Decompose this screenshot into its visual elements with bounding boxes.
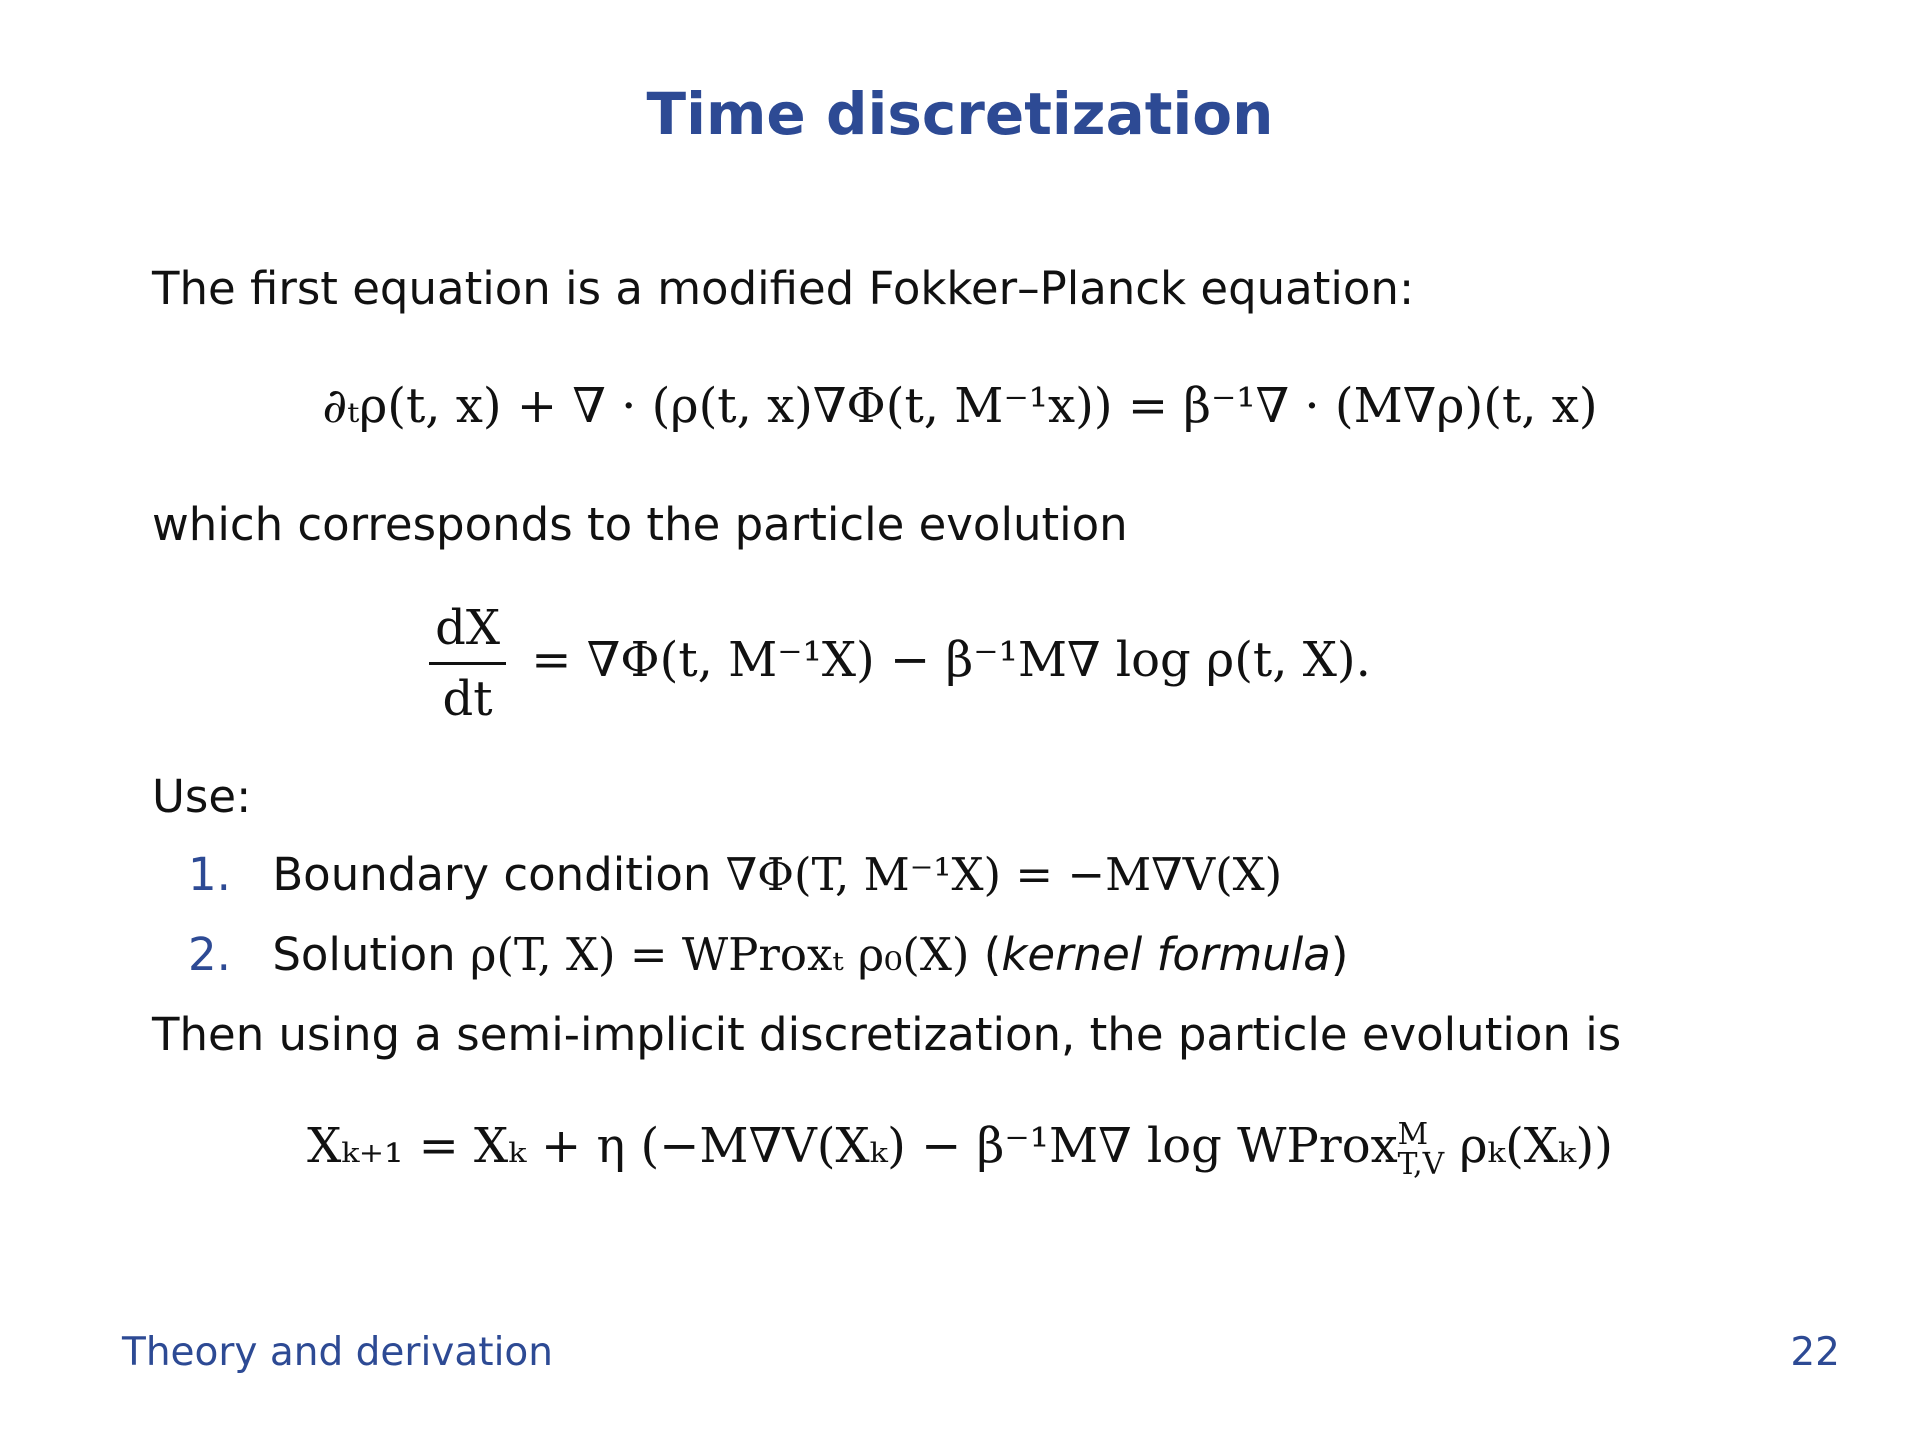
- list-item-text: Solution: [272, 928, 456, 981]
- then-text: Then using a semi-implicit discretization, the particle evolution is: [152, 1008, 1622, 1061]
- equation-discrete-lhs: Xₖ₊₁ = Xₖ + η (−M∇V(Xₖ) − β⁻¹M∇ log WProx: [307, 1118, 1398, 1174]
- wprox-sup: M: [1397, 1116, 1429, 1152]
- particle-text: which corresponds to the particle evolution: [152, 498, 1128, 551]
- equation-discrete-rhs: ρₖ(Xₖ)): [1444, 1118, 1613, 1174]
- list-item-number: 2.: [188, 928, 231, 981]
- list-item-number: 1.: [188, 848, 231, 901]
- list-item: [188, 928, 1348, 981]
- wprox-scripts: [1397, 1116, 1445, 1182]
- list-item: [188, 848, 1282, 901]
- use-label: Use:: [152, 770, 252, 823]
- equation-particle-rhs: = ∇Φ(t, M⁻¹X) − β⁻¹M∇ log ρ(t, X).: [531, 632, 1371, 688]
- note-close-paren: ): [1330, 928, 1349, 981]
- equation-discrete: [0, 1116, 1920, 1182]
- fraction-denominator: dt: [442, 671, 493, 727]
- list-item-math: ∇Φ(T, M⁻¹X) = −M∇V(X): [725, 848, 1283, 901]
- fraction-numerator: dX: [429, 600, 506, 665]
- equation-fokker-planck: ∂ₜρ(t, x) + ∇ · (ρ(t, x)∇Φ(t, M⁻¹x)) = β⁻¹∇ · (M∇ρ)(t, x): [322, 378, 1598, 434]
- footer-section-title: Theory and derivation: [122, 1330, 553, 1375]
- list-item-text: Boundary condition: [272, 848, 712, 901]
- slide-title: Time discretization: [646, 80, 1274, 148]
- list-item-math: ρ(T, X) = WProxₜ ρ₀(X): [469, 928, 970, 981]
- note-open-paren: (: [983, 928, 1002, 981]
- list-item-note: kernel formula: [1001, 928, 1331, 981]
- fraction: [429, 600, 506, 727]
- wprox-sub: T,V: [1397, 1146, 1445, 1182]
- intro-text: The first equation is a modified Fokker–Planck equation:: [152, 262, 1415, 315]
- equation-particle: [0, 600, 1860, 727]
- page-number: 22: [1790, 1330, 1840, 1375]
